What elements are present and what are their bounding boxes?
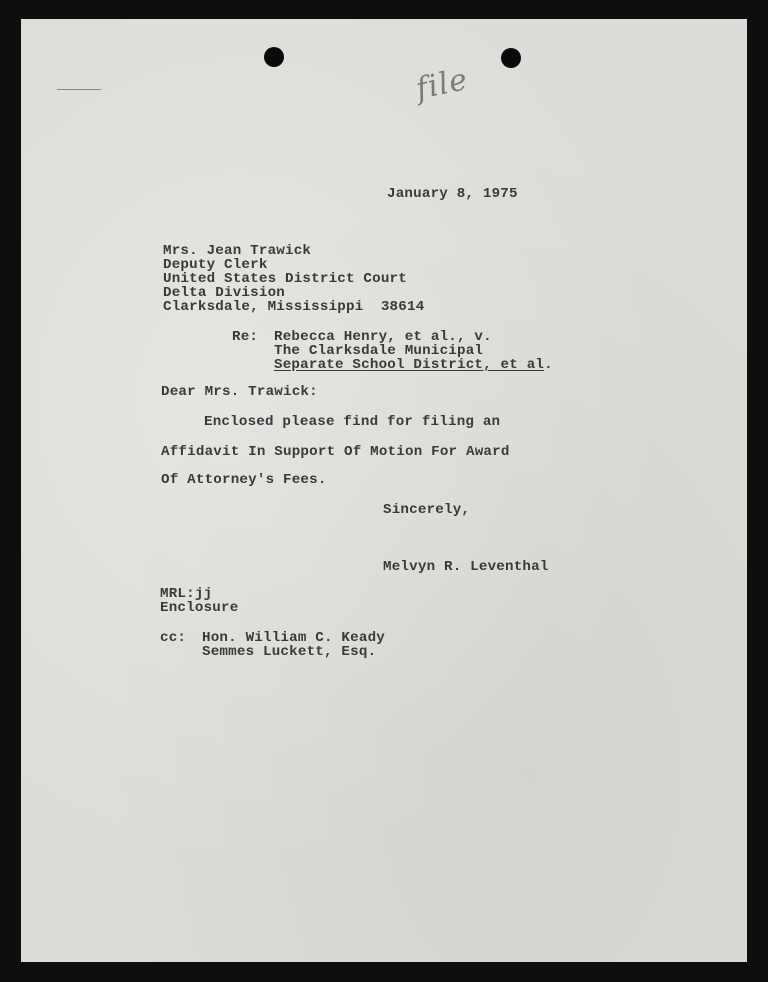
enclosure-note: Enclosure (160, 600, 239, 616)
recipient-organization: United States District Court (163, 271, 407, 287)
punch-hole-right (501, 48, 521, 68)
cc-label: cc: (160, 630, 187, 646)
recipient-title: Deputy Clerk (163, 257, 268, 273)
body-line-1: Enclosed please find for filing an (204, 414, 501, 430)
body-line-2: Affidavit In Support Of Motion For Award (161, 444, 510, 460)
re-line-2: The Clarksdale Municipal (274, 343, 484, 359)
re-line-1: Rebecca Henry, et al., v. (274, 329, 492, 345)
closing: Sincerely, (383, 502, 471, 518)
recipient-division: Delta Division (163, 285, 285, 301)
cc-recipient-2: Semmes Luckett, Esq. (202, 644, 377, 660)
handwritten-note: file (412, 61, 472, 108)
recipient-address: Clarksdale, Mississippi 38614 (163, 299, 425, 315)
signer-name: Melvyn R. Leventhal (383, 559, 549, 575)
recipient-name: Mrs. Jean Trawick (163, 243, 312, 259)
letter-date: January 8, 1975 (387, 186, 518, 202)
punch-hole-left (264, 47, 284, 67)
re-line-3-period: . (544, 357, 553, 373)
re-line-3 (274, 358, 553, 373)
re-label: Re: (232, 329, 259, 345)
re-line-3-underlined: Separate School District, et al (274, 357, 545, 373)
salutation: Dear Mrs. Trawick: (161, 384, 318, 400)
pencil-mark (57, 89, 101, 90)
body-line-3: Of Attorney's Fees. (161, 472, 327, 488)
initials: MRL:jj (160, 586, 213, 602)
cc-recipient-1: Hon. William C. Keady (202, 630, 385, 646)
letter-page (21, 19, 747, 962)
